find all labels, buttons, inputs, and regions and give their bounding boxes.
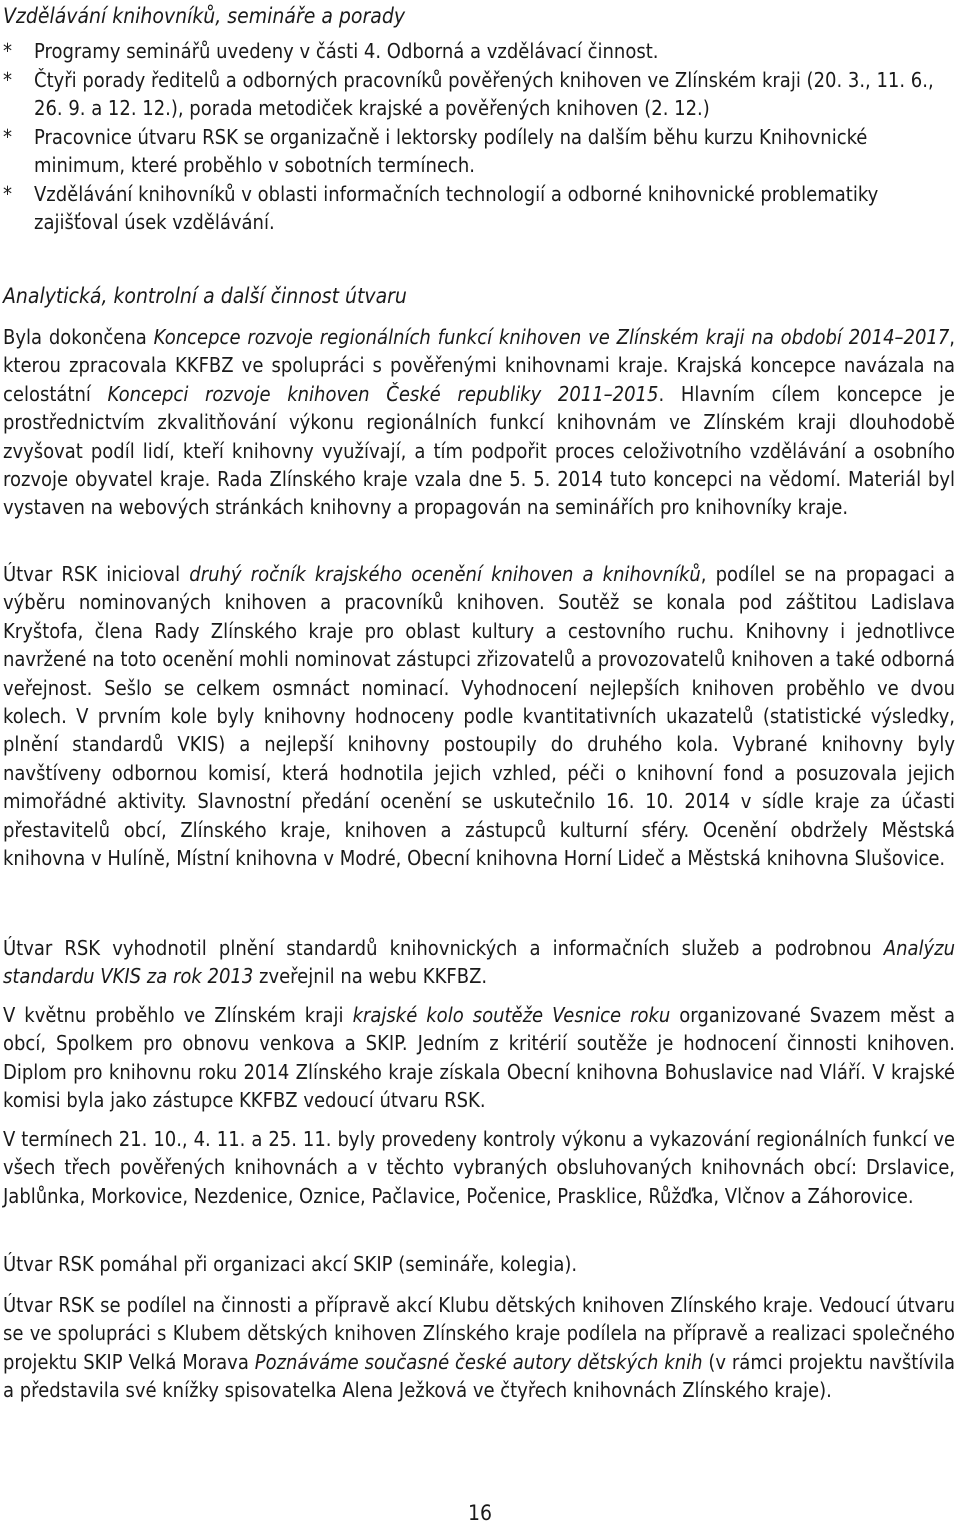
paragraph-text: Útvar RSK se podílel na činnosti a přípravě akcí Klubu dětských knihoven Zlínského kraje. Vedoucí útvaru se ve spolupráci s Klubem dětských knihoven Zlínského kraje podílela na přípravě a realizaci společného projektu SKIP Velká Morava	[3, 1293, 955, 1374]
bullet-marker: *	[3, 67, 12, 92]
list-item	[3, 66, 955, 123]
event-title-ref: druhý ročník krajského ocenění knihoven a knihovníků	[189, 562, 701, 586]
paragraph-skip: Útvar RSK pomáhal při organizaci akcí SKIP (semináře, kolegia).	[3, 1252, 578, 1276]
paragraph-text: . Hlavním cílem koncepce je prostřednictvím zkvalitňování výkonu regionálních funkcí knihovnám ve Zlínském kraji dlouhodobě zvyšovat podíl lidí, kteří knihovny využívají, a tím podpořit proces celoživotního vzdělávání a osobního rozvoje obyvatel kraje. Rada Zlínského kraje vzala dne 5. 5. 2014 tuto koncepci na vědomí. Materiál byl vystaven na webových stránkách knihovny a propagován na seminářích pro knihovníky kraje.	[3, 381, 955, 520]
paragraph-text: Byla dokončena	[3, 325, 154, 349]
bullet-marker: *	[3, 39, 12, 63]
document-title-ref: Analýzu standardu VKIS za rok 2013	[3, 936, 955, 989]
paragraph-text: zveřejnil na webu KKFBZ.	[253, 964, 488, 989]
paragraph-village-contest	[3, 1001, 955, 1115]
list-item-text: Pracovnice útvaru RSK se organizačně i lektorsky podílely na dalším běhu kurzu Knihovnické minimum, které proběhlo v sobotních termínech.	[34, 124, 868, 177]
list-item	[3, 37, 955, 66]
list-item-text: Programy seminářů uvedeny v části 4. Odborná a vzdělávací činnost.	[34, 39, 659, 63]
document-title-ref: Koncepci rozvoje knihoven České republiky 2011–2015	[107, 381, 659, 406]
paragraph-text: (v rámci projektu navštívila a představila své knížky spisovatelka Alena Ježková ve čtyřech knihovnách Zlínského kraje).	[3, 1349, 955, 1403]
paragraph-text: , kterou zpracovala KKFBZ ve spolupráci s pověřenými knihovnami kraje. Krajská koncepce navázala na celostátní	[3, 325, 956, 406]
event-title-ref: krajské kolo soutěže Vesnice roku	[352, 1003, 671, 1027]
bullet-marker: *	[3, 124, 12, 149]
paragraph-standards	[3, 934, 955, 991]
bullet-list	[3, 37, 955, 237]
paragraph-text: Útvar RSK vyhodnotil plnění standardů knihovnických a informačních služeb a podrobnou	[3, 936, 884, 960]
list-item-text: Vzdělávání knihovníků v oblasti informačních technologií a odborné knihovnické problematiky zajišťoval úsek vzdělávání.	[34, 181, 879, 234]
section-heading-analysis: Analytická, kontrolní a další činnost útvaru	[3, 284, 407, 308]
list-item	[3, 180, 955, 237]
paragraph-award	[3, 560, 955, 872]
paragraph-concept	[3, 323, 955, 522]
paragraph-children-libraries	[3, 1291, 955, 1405]
section-heading-training: Vzdělávání knihovníků, semináře a porady	[3, 4, 405, 28]
project-title-ref: Poznáváme současné české autory dětských knih	[254, 1349, 703, 1374]
paragraph-text: organizované Svazem měst a obcí, Spolkem pro obnovu venkova a SKIP. Jedním z kritérií soutěže je hodnocení činnosti knihoven. Diplom pro knihovnu roku 2014 Zlínského kraje získala Obecní knihovna Bohuslavice nad Vláří. V krajské komisi byla jako zástupce KKFBZ vedoucí útvaru RSK.	[3, 1003, 955, 1113]
bullet-marker: *	[3, 181, 12, 206]
page-number: 16	[467, 1501, 493, 1525]
list-item	[3, 123, 955, 180]
paragraph-text: V květnu proběhlo ve Zlínském kraji	[3, 1003, 353, 1027]
paragraph-inspections: V termínech 21. 10., 4. 11. a 25. 11. byly provedeny kontroly výkonu a vykazování regionálních funkcí ve všech třech pověřených knihovnách a v těchto vybraných obsluhovaných knihovnách obcí: Drslavice, Jablůnka, Morkovice, Nezdenice, Oznice, Pačlavice, Počenice, Prasklice, Růžďka, Vlčnov a Záhorovice.	[3, 1127, 955, 1208]
paragraph-text: , podílel se na propagaci a výběru nominovaných knihoven a pracovníků knihoven. Soutěž se konala pod záštitou Ladislava Kryštofa, člena Rady Zlínského kraje pro oblast kultury a cestovního ruchu. Knihovny i jednotlivce navržené na toto ocenění mohli nominovat zástupci zřizovatelů a provozovatelů knihoven a také odborná veřejnost. Sešlo se celkem osmnáct nominací. Vyhodnocení nejlepších knihoven proběhlo ve dvou kolech. V prvním kole byly knihovny hodnoceny podle kvantitativních ukazatelů (statistické výsledky, plnění standardů VKIS) a nejlepší knihovny postoupily do druhého kola. Vybrané knihovny byly navštíveny odbornou komisí, která hodnotila jejich vzhled, péči o knihovní fond a posuzovala jejich mimořádné aktivity. Slavnostní předání ocenění se uskutečnilo 16. 10. 2014 v sídle kraje za účasti přestavitelů obcí, Zlínského kraje, knihoven a zástupců kulturní sféry. Ocenění obdržely Městská knihovna v Hulíně, Místní knihovna v Modré, Obecní knihovna Horní Lideč a Městská knihovna Slušovice.	[3, 562, 956, 871]
document-title-ref: Koncepce rozvoje regionálních funkcí knihoven ve Zlínském kraji na období 2014–2017	[153, 325, 950, 349]
list-item-text: Čtyři porady ředitelů a odborných pracovníků pověřených knihoven ve Zlínském kraji (20. 3., 11. 6., 26. 9. a 12. 12.), porada metodiček krajské a pověřených knihoven (2. 12.)	[34, 67, 934, 120]
paragraph-text: Útvar RSK inicioval	[3, 562, 190, 586]
